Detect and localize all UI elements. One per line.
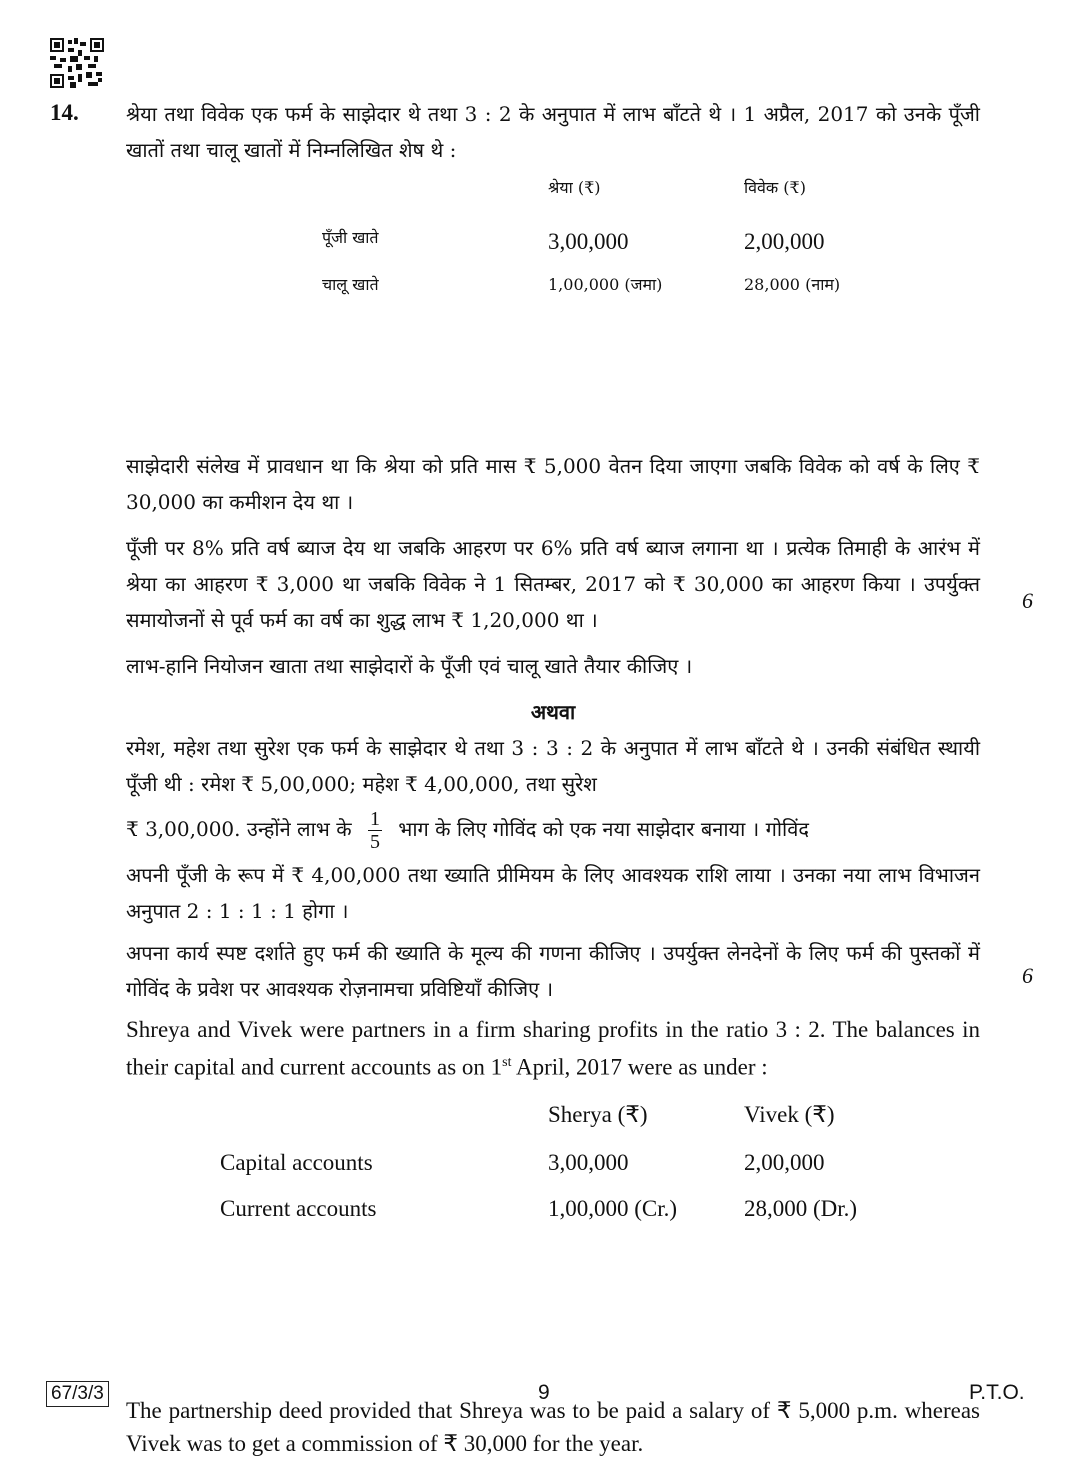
marks-label: 6 [1022,963,1033,988]
pto-label: P.T.O. [969,1381,1025,1404]
table-cell: 1,00,000 (Cr.) [548,1195,678,1221]
table-row-label: Current accounts [220,1195,377,1221]
table-cell: 3,00,000 [548,1149,629,1175]
question-body [126,96,980,1460]
table-header-sherya: Sherya (₹) [548,1101,648,1127]
hindi-intro: श्रेया तथा विवेक एक फर्म के साझेदार थे तथा 3 : 2 के अनुपात में लाभ बाँटते थे । 1 अप्रैल, 2017 को उनके पूँजी खातों तथा चालू खातों में निम्नलिखित शेष थे : [126,102,980,162]
fraction [368,808,382,853]
hindi-alt-paragraph-2: अपनी पूँजी के रूप में ₹ 4,00,000 तथा ख्याति प्रीमियम के लिए आवश्यक राशि लाया । उनका नया लाभ विभाजन अनुपात 2 : 1 : 1 : 1 होगा । [126,863,980,923]
ordinal-suffix: st [502,1055,512,1070]
table-header-vivek: विवेक (₹) [744,178,806,197]
hindi-paragraph-2: पूँजी पर 8% प्रति वर्ष ब्याज देय था जबकि आहरण पर 6% प्रति वर्ष ब्याज लगाना था । प्रत्येक तिमाही के आरंभ में श्रेया का आहरण ₹ 3,000 था जबकि विवेक ने 1 सितम्बर, 2017 को ₹ 30,000 का आहरण किया । उपर्युक्त समायोजनों से पूर्व फर्म का वर्ष का शुद्ध लाभ ₹ 1,20,000 था । [126,536,980,632]
hindi-alt-paragraph-1b [126,808,980,853]
english-intro-text: Shreya and Vivek were partners in a firm sharing profits in the ratio 3 : 2. The balances in their capital and current accounts as on 1 [126,1017,980,1080]
table-row-label: पूँजी खाते [322,228,379,247]
alt-text-part: भाग के लिए गोविंद को एक नया साझेदार बनाया । गोविंद [398,817,809,841]
hindi-alt-paragraph-3: अपना कार्य स्पष्ट दर्शाते हुए फर्म की ख्याति के मूल्य की गणना कीजिए । उपर्युक्त लेनदेनों के लिए फर्म की पुस्तकों में गोविंद के प्रवेश पर आवश्यक रोज़नामचा प्रविष्टियाँ कीजिए । [126,941,980,1001]
question-number: 14. [50,100,79,125]
hindi-balance-table [126,168,980,308]
alt-text-part: ₹ 3,00,000. उन्होंने लाभ के [126,817,352,841]
table-cell: 2,00,000 [744,1149,825,1175]
table-header-shreya: श्रेया (₹) [548,178,601,197]
table-cell: 28,000 (नाम) [744,275,841,294]
paper-code: 67/3/3 [46,1381,109,1407]
hindi-alt-paragraph-1: रमेश, महेश तथा सुरेश एक फर्म के साझेदार थे तथा 3 : 3 : 2 के अनुपात में लाभ बाँटते थे । उनकी संबंधित स्थायी पूँजी थी : रमेश ₹ 5,00,000; महेश ₹ 4,00,000, तथा सुरेश [126,736,980,796]
table-cell: 1,00,000 (जमा) [548,275,663,294]
qr-code-icon [50,38,104,88]
table-row-label: चालू खाते [322,275,379,294]
table-cell: 2,00,000 [744,229,825,254]
table-row-label: Capital accounts [220,1149,373,1175]
or-label: अथवा [530,700,576,724]
table-cell: 28,000 (Dr.) [744,1195,858,1221]
marks-label: 6 [1022,588,1033,613]
english-balance-table [126,1084,980,1234]
fraction-denominator: 5 [369,831,380,853]
page-number: 9 [538,1381,550,1404]
hindi-paragraph-3: लाभ-हानि नियोजन खाता तथा साझेदारों के पूँजी एवं चालू खाते तैयार कीजिए । [126,654,693,678]
table-cell: 3,00,000 [548,229,629,254]
hindi-paragraph-1: साझेदारी संलेख में प्रावधान था कि श्रेया को प्रति मास ₹ 5,000 वेतन दिया जाएगा जबकि विवेक को वर्ष के लिए ₹ 30,000 का कमीशन देय था । [126,454,980,514]
english-intro-text: April, 2017 were as under : [511,1054,768,1080]
english-paragraph-1: The partnership deed provided that Shreya was to be paid a salary of ₹ 5,000 p.m. whereas Vivek was to get a commission of ₹ 30,000 for the year. [126,1397,980,1456]
fraction-numerator: 1 [369,808,380,830]
table-header-vivek: Vivek (₹) [744,1101,835,1127]
english-intro [126,1013,980,1084]
